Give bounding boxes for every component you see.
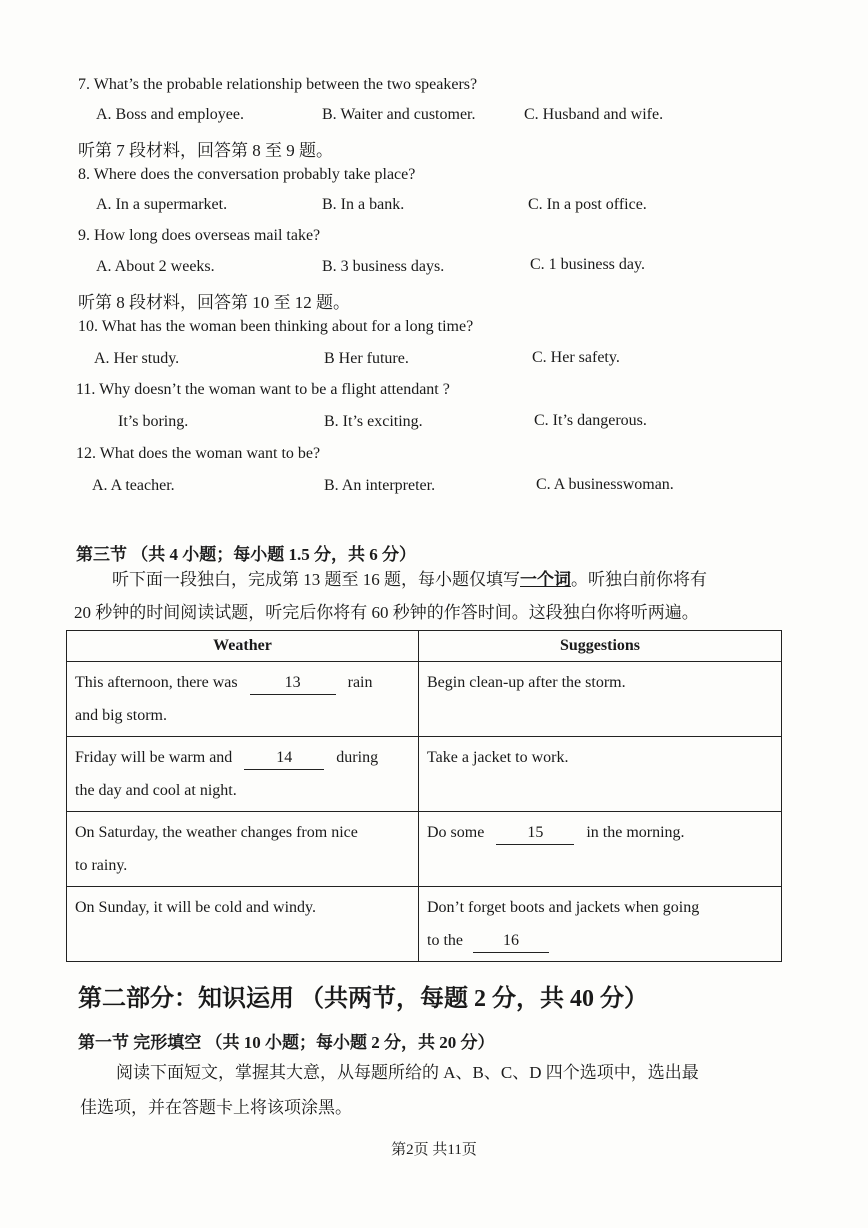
suggestion-cell-2: Take a jacket to work. — [419, 737, 782, 812]
q11-option-a: It’s boring. — [118, 413, 189, 430]
table-header-row — [67, 631, 782, 662]
q8-option-b: B. In a bank. — [322, 196, 405, 213]
table-row — [67, 662, 782, 737]
blank-16: 16 — [473, 930, 549, 953]
material-7-instruction: 听第 7 段材料，回答第 8 至 9 题。 — [78, 141, 333, 160]
q10-option-b: B Her future. — [324, 350, 409, 367]
part-2-instruction-line1: 阅读下面短文，掌握其大意，从每题所给的 A、B、C、D 四个选项中，选出最 — [116, 1063, 699, 1082]
table-row — [67, 887, 782, 962]
part-2-instruction-line2: 佳选项，并在答题卡上将该项涂黑。 — [80, 1098, 352, 1117]
section-3-instruction-line2: 20 秒钟的时间阅读试题，听完后你将有 60 秒钟的作答时间。这段独白你将听两遍。 — [74, 603, 699, 622]
part-2-section-1-title: 第一节 完形填空 （共 10 小题；每小题 2 分，共 20 分） — [78, 1033, 495, 1052]
suggestion-cell-4 — [419, 887, 782, 962]
q8-option-a: A. In a supermarket. — [96, 196, 228, 213]
weather-cell-1 — [67, 662, 419, 737]
q8-option-c: C. In a post office. — [528, 196, 647, 213]
blank-14: 14 — [244, 747, 324, 770]
weather-1-line2: and big storm. — [75, 707, 167, 724]
material-8-instruction: 听第 8 段材料，回答第 10 至 12 题。 — [78, 293, 350, 312]
q12-option-a: A. A teacher. — [92, 477, 175, 494]
weather-2-text-after: during — [336, 749, 379, 766]
weather-2-text-before: Friday will be warm and — [75, 749, 233, 766]
q11-option-c: C. It’s dangerous. — [534, 412, 647, 429]
weather-1-text-before: This afternoon, there was — [75, 674, 238, 691]
section-3-instruction-line1 — [112, 564, 707, 596]
blank-13: 13 — [250, 672, 336, 695]
question-9: 9. How long does overseas mail take? — [78, 227, 321, 244]
q12-option-b: B. An interpreter. — [324, 477, 436, 494]
section-3-title: 第三节 （共 4 小题；每小题 1.5 分，共 6 分） — [76, 545, 416, 564]
weather-1-text-after: rain — [347, 674, 373, 691]
header-weather: Weather — [67, 631, 419, 662]
question-10: 10. What has the woman been thinking about for a long time? — [78, 318, 474, 335]
weather-2-line2: the day and cool at night. — [75, 782, 237, 799]
weather-cell-2 — [67, 737, 419, 812]
part-2-title: 第二部分：知识运用 （共两节，每题 2 分，共 40 分） — [78, 986, 648, 1012]
table-row — [67, 737, 782, 812]
q7-option-a: A. Boss and employee. — [96, 106, 244, 123]
question-11: 11. Why doesn’t the woman want to be a flight attendant ? — [76, 381, 450, 398]
page-footer: 第2页 共11页 — [391, 1142, 477, 1158]
section-3-instruction-text-a: 听下面一段独白，完成第 13 题至 16 题，每小题仅填写 — [112, 570, 520, 589]
suggestion-cell-3 — [419, 812, 782, 887]
suggestion-cell-1: Begin clean-up after the storm. — [419, 662, 782, 737]
q7-option-b: B. Waiter and customer. — [322, 106, 476, 123]
suggestion-3-text-before: Do some — [427, 824, 485, 841]
weather-3-line1: On Saturday, the weather changes from nice — [75, 824, 358, 841]
q12-option-c: C. A businesswoman. — [536, 476, 674, 493]
suggestion-4-text-before: to the — [427, 932, 463, 949]
q7-option-c: C. Husband and wife. — [524, 106, 664, 123]
q9-option-b: B. 3 business days. — [322, 258, 445, 275]
weather-cell-4: On Sunday, it will be cold and windy. — [67, 887, 419, 962]
q10-option-a: A. Her study. — [94, 350, 180, 367]
weather-table — [66, 630, 782, 962]
q11-option-b: B. It’s exciting. — [324, 413, 423, 430]
suggestion-3-text-after: in the morning. — [586, 824, 685, 841]
section-3-instruction-emphasis: 一个词 — [520, 570, 571, 589]
question-8: 8. Where does the conversation probably take place? — [78, 166, 416, 183]
weather-cell-3 — [67, 812, 419, 887]
question-12: 12. What does the woman want to be? — [76, 445, 321, 462]
q9-option-c: C. 1 business day. — [530, 256, 645, 273]
table-row — [67, 812, 782, 887]
question-7: 7. What’s the probable relationship between the two speakers? — [78, 76, 478, 93]
header-suggestions: Suggestions — [419, 631, 782, 662]
suggestion-4-line1: Don’t forget boots and jackets when going — [427, 899, 700, 916]
blank-15: 15 — [496, 822, 574, 845]
q10-option-c: C. Her safety. — [532, 349, 620, 366]
weather-3-line2: to rainy. — [75, 857, 128, 874]
section-3-instruction-text-c: 。听独白前你将有 — [571, 570, 707, 589]
q9-option-a: A. About 2 weeks. — [96, 258, 215, 275]
